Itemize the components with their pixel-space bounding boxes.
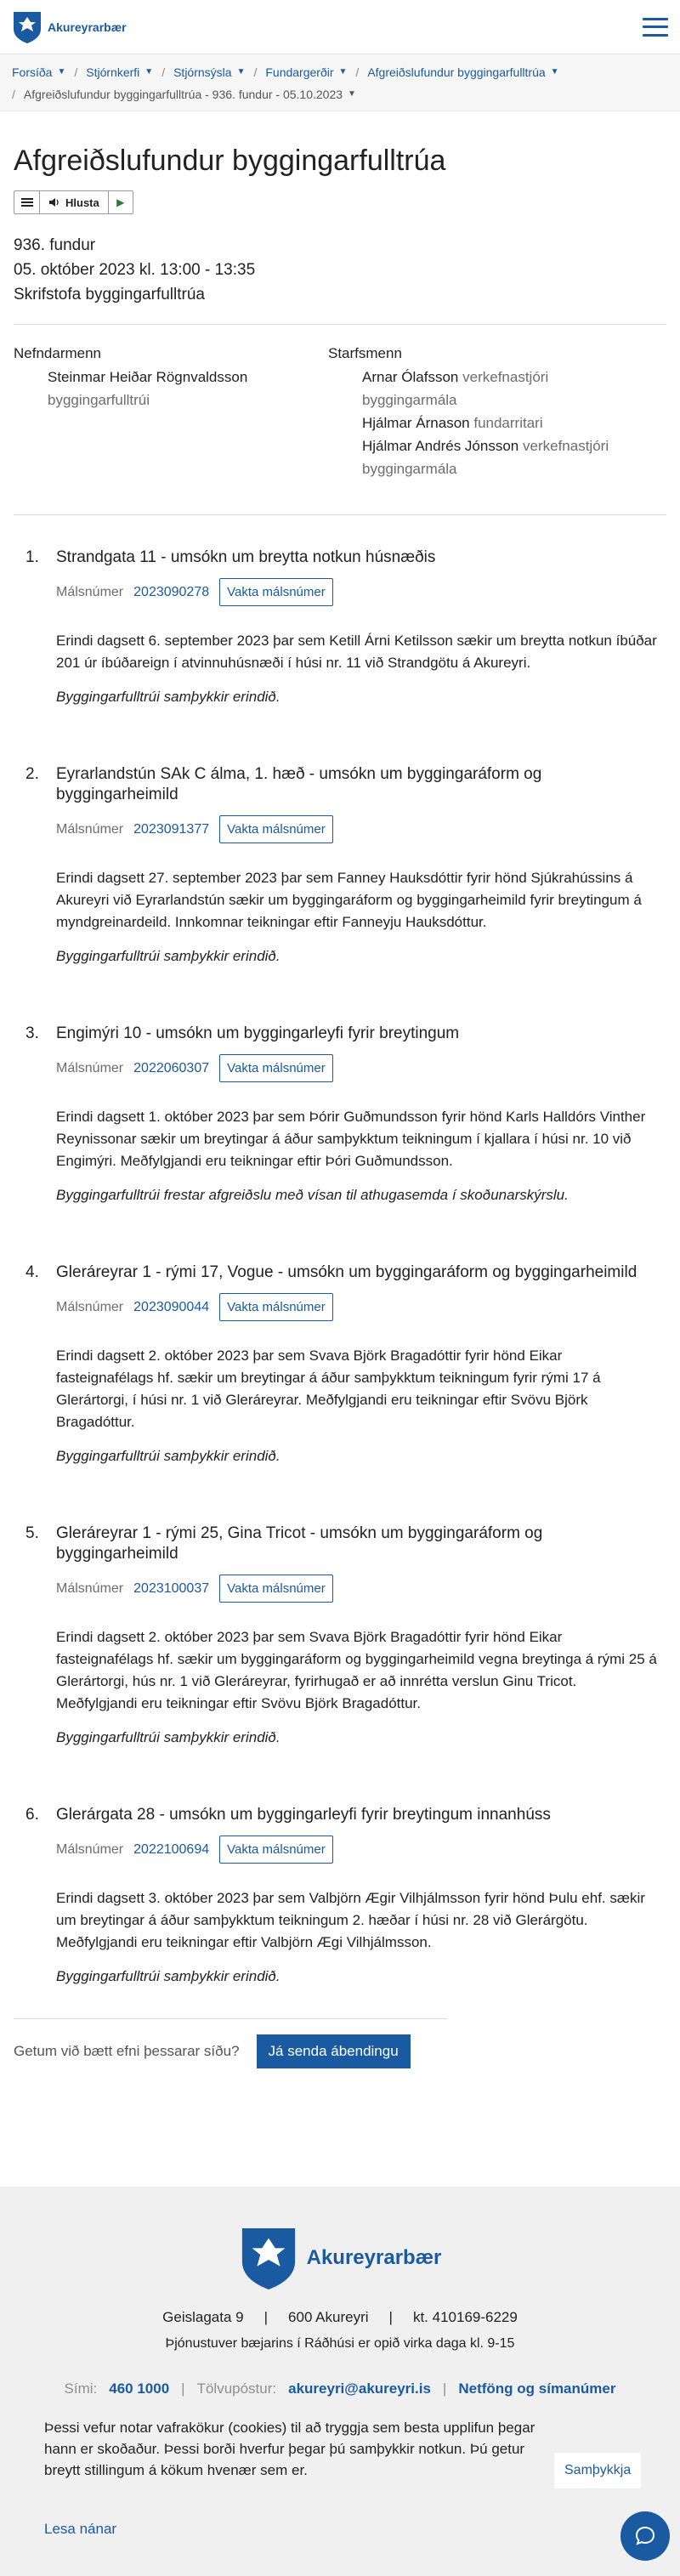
case-number-link[interactable]: 2022100694 bbox=[133, 1841, 210, 1857]
chat-bubble-icon[interactable] bbox=[620, 2511, 670, 2561]
feedback-bar bbox=[14, 2018, 447, 2084]
committee-column bbox=[14, 343, 328, 480]
email-label: Tölvupóstur: bbox=[196, 2380, 277, 2397]
chevron-down-icon: ▼ bbox=[348, 89, 356, 99]
watch-case-button[interactable]: Vakta málsnúmer bbox=[219, 1575, 333, 1603]
listen-menu-button[interactable] bbox=[14, 191, 40, 213]
watch-case-button[interactable]: Vakta málsnúmer bbox=[219, 1293, 333, 1321]
agenda-item-description: Erindi dagsett 1. október 2023 þar sem Þórir Guðmundsson fyrir hönd Karls Halldórs Vinther Reynissonar sækir um breytingar á áður samþykktum teikningum í kjallara í húsi nr. 10 við Engimýri. Meðfylgjandi eru teikningar eftir Þóri Guðmundsson. bbox=[56, 1109, 646, 1169]
speaker-icon bbox=[48, 197, 60, 207]
agenda-item-description: Erindi dagsett 3. október 2023 þar sem Valbjörn Ægir Vilhjálmsson fyrir hönd Þulu ehf. sækir um breytingar á áður samþykktum teikningum 2. hæðar í húsi nr. 28 við Glerárgötu. Meðfylgjandi eru teikningar eftir Valbjörn Ægi Vilhjálmsson. bbox=[56, 1890, 645, 1950]
staff-member: Hjálmar Árnason fundarritari bbox=[362, 415, 543, 431]
meeting-info bbox=[14, 233, 666, 307]
email-link[interactable]: akureyri@akureyri.is bbox=[288, 2380, 431, 2397]
case-number-link[interactable]: 2023090278 bbox=[133, 584, 210, 599]
case-number-link[interactable]: 2022060307 bbox=[133, 1060, 210, 1075]
play-icon[interactable]: ▶ bbox=[116, 196, 125, 208]
listen-toolbar bbox=[14, 190, 133, 214]
send-feedback-button[interactable]: Já senda ábendingu bbox=[257, 2034, 411, 2068]
agenda-item-number: 3. bbox=[26, 1024, 39, 1042]
agenda-item-title: Engimýri 10 - umsókn um byggingarleyfi fyrir breytingum bbox=[56, 1024, 460, 1042]
attendees bbox=[14, 325, 666, 514]
case-number-link[interactable]: 2023091377 bbox=[133, 821, 210, 837]
meeting-time: 05. október 2023 kl. 13:00 - 13:35 bbox=[14, 261, 256, 279]
breadcrumb-item-afgreidslufundur[interactable]: Afgreiðslufundur byggingarfulltrúa ▼ bbox=[367, 63, 558, 82]
cookie-text: Þessi vefur notar vafrakökur (cookies) til að tryggja sem besta upplifun þegar hann er skoðaður. Þessi borði hverfur þegar þú samþykkir notkun. Þú getur breytt stillingum á kökum hvenær sem er. bbox=[44, 2420, 536, 2478]
breadcrumb-item-stjornkerfi[interactable]: Stjórnkerfi ▼ bbox=[86, 63, 153, 82]
site-name: Akureyrarbær bbox=[48, 20, 127, 34]
page-title: Afgreiðslufundur byggingarfulltrúa bbox=[14, 145, 446, 177]
agenda-list bbox=[14, 515, 666, 1988]
case-number-link[interactable]: 2023090044 bbox=[133, 1299, 210, 1314]
listen-button[interactable]: Hlusta bbox=[40, 191, 109, 213]
watch-case-button[interactable]: Vakta málsnúmer bbox=[219, 1836, 333, 1864]
agenda-item-title: Strandgata 11 - umsókn um breytta notkun húsnæðis bbox=[56, 548, 436, 566]
shield-logo-icon bbox=[12, 10, 42, 44]
breadcrumb: Forsíða ▼ / Stjórnkerfi ▼ / Stjórnsýsla ▼ / Fundargerðir ▼ / Afgreiðslufundur byggingarfulltrúa ▼ / Afgreiðslufundur byggingarfulltrúa - 936. fundur - 05.10.2023 ▼ bbox=[0, 54, 680, 111]
agenda-item-number: 6. bbox=[26, 1806, 39, 1824]
breadcrumb-item-forsida[interactable]: Forsíða ▼ bbox=[12, 63, 65, 82]
phone-link[interactable]: 460 1000 bbox=[109, 2380, 170, 2397]
case-label: Málsnúmer bbox=[56, 1299, 124, 1314]
watch-case-button[interactable]: Vakta málsnúmer bbox=[219, 1054, 333, 1082]
phone-label: Sími: bbox=[64, 2380, 98, 2397]
feedback-question: Getum við bætt efni þessarar síðu? bbox=[14, 2043, 240, 2059]
footer-hours: Þjónustuver bæjarins í Ráðhúsi er opið virka daga kl. 9-15 bbox=[165, 2336, 515, 2351]
agenda-item-decision: Byggingarfulltrúi samþykkir erindið. bbox=[56, 689, 280, 705]
staff-column bbox=[328, 343, 643, 480]
chevron-down-icon: ▼ bbox=[338, 67, 348, 77]
cookie-read-more-link[interactable]: Lesa nánar bbox=[44, 2521, 117, 2537]
agenda-item-title: Glerárgata 28 - umsókn um byggingarleyfi fyrir breytingum innanhúss bbox=[56, 1806, 551, 1824]
agenda-item-description: Erindi dagsett 27. september 2023 þar sem Fanney Hauksdóttir fyrir hönd Sjúkrahússins á Akureyri við Eyrarlandstún sækir um byggingaráform og byggingarheimild fyrir breytingum á myndgreinardeild. Innkomnar teikningar eftir Fanneyju Hauksdóttur. bbox=[56, 870, 642, 930]
case-number-link[interactable]: 2023100037 bbox=[133, 1580, 210, 1596]
footer-brand: Akureyrarbær bbox=[306, 2246, 442, 2269]
agenda-item-description: Erindi dagsett 2. október 2023 þar sem Svava Björk Bragadóttir fyrir hönd Eikar fasteignafélags hf. sækir um byggingaráform og byggingarheimild vegna breytinga á rými 25 á Glerártorgi, hús nr. 1 við Gleráreyrar, fyrirhugað er að innrétta verslun Ginu Tricot. Meðfylgjandi eru teikningar eftir Svövu Björk Bragadóttur. bbox=[56, 1629, 657, 1711]
case-label: Málsnúmer bbox=[56, 1580, 124, 1596]
chevron-down-icon: ▼ bbox=[144, 67, 154, 77]
agenda-item-decision: Byggingarfulltrúi frestar afgreiðslu með vísan til athugasemda í skoðunarskýrslu. bbox=[56, 1187, 569, 1203]
breadcrumb-current[interactable]: Afgreiðslufundur byggingarfulltrúa - 936. fundur - 05.10.2023 ▼ bbox=[24, 85, 356, 104]
agenda-item bbox=[14, 747, 666, 967]
chevron-down-icon: ▼ bbox=[550, 67, 559, 77]
menu-icon bbox=[21, 198, 33, 207]
agenda-item-decision: Byggingarfulltrúi samþykkir erindið. bbox=[56, 1968, 280, 1984]
agenda-item-title: Eyrarlandstún SAk C álma, 1. hæð - umsókn um byggingaráform og byggingarheimild bbox=[56, 765, 542, 803]
committee-member: Steinmar Heiðar Rögnvaldsson byggingarfulltrúi bbox=[48, 369, 248, 408]
watch-case-button[interactable]: Vakta málsnúmer bbox=[219, 815, 333, 843]
meeting-location: Skrifstofa byggingarfulltrúa bbox=[14, 286, 205, 304]
agenda-item-number: 2. bbox=[26, 765, 39, 783]
case-label: Málsnúmer bbox=[56, 1060, 124, 1075]
agenda-item bbox=[14, 531, 666, 708]
footer-logo[interactable] bbox=[0, 2224, 680, 2292]
agenda-item bbox=[14, 1245, 666, 1467]
case-label: Málsnúmer bbox=[56, 1841, 124, 1857]
agenda-item bbox=[14, 1007, 666, 1206]
site-header bbox=[0, 0, 680, 54]
case-label: Málsnúmer bbox=[56, 821, 124, 837]
agenda-item-number: 4. bbox=[26, 1263, 39, 1281]
agenda-item bbox=[14, 1506, 666, 1749]
agenda-item-title: Gleráreyrar 1 - rými 17, Vogue - umsókn um byggingaráform og byggingarheimild bbox=[56, 1263, 638, 1281]
meeting-number: 936. fundur bbox=[14, 236, 96, 254]
agenda-item bbox=[14, 1788, 666, 1988]
chevron-down-icon: ▼ bbox=[57, 67, 66, 77]
breadcrumb-item-fundargerdir[interactable]: Fundargerðir ▼ bbox=[265, 63, 347, 82]
agenda-item-decision: Byggingarfulltrúi samþykkir erindið. bbox=[56, 1448, 280, 1464]
agenda-item-decision: Byggingarfulltrúi samþykkir erindið. bbox=[56, 948, 280, 964]
staff-heading: Starfsmenn bbox=[328, 345, 402, 361]
agenda-item-description: Erindi dagsett 6. september 2023 þar sem Ketill Árni Ketilsson sækir um breytta notkun íbúðar 201 úr íbúðareign í atvinnuhúsnæði í húsi nr. 11 við Strandgötu á Akureyri. bbox=[56, 633, 657, 671]
site-logo[interactable] bbox=[12, 10, 127, 44]
main-content bbox=[0, 145, 680, 2084]
footer-contacts: Sími: 460 1000 | Tölvupóstur: akureyri@akureyri.is | Netföng og símanúmer bbox=[64, 2380, 616, 2397]
staff-member: Arnar Ólafsson verkefnastjóri byggingarmála bbox=[362, 369, 549, 408]
breadcrumb-item-stjornsysla[interactable]: Stjórnsýsla ▼ bbox=[173, 63, 245, 82]
watch-case-button[interactable]: Vakta málsnúmer bbox=[219, 578, 333, 606]
shield-logo-icon bbox=[239, 2224, 298, 2292]
agenda-item-decision: Byggingarfulltrúi samþykkir erindið. bbox=[56, 1729, 280, 1745]
footer-address: Geislagata 9 | 600 Akureyri | kt. 410169-6229 bbox=[162, 2309, 518, 2325]
agenda-item-title: Gleráreyrar 1 - rými 25, Gina Tricot - umsókn um byggingaráform og byggingarheimild bbox=[56, 1524, 543, 1563]
agenda-item-description: Erindi dagsett 2. október 2023 þar sem Svava Björk Bragadóttir fyrir hönd Eikar fasteignafélags hf. sækir um breytingar á áður samþykktum teikningum fyrir rými 17 á Glerártorgi, í húsi nr. 1 við Gleráreyrar. Meðfylgjandi eru teikningar eftir Svövu Björk Bragadóttur. bbox=[56, 1348, 601, 1430]
cookie-banner bbox=[17, 2410, 663, 2576]
case-label: Málsnúmer bbox=[56, 584, 124, 599]
staff-member: Hjálmar Andrés Jónsson verkefnastjóri byggingarmála bbox=[362, 438, 609, 477]
agenda-item-number: 5. bbox=[26, 1524, 39, 1542]
committee-heading: Nefndarmenn bbox=[14, 345, 102, 361]
cookie-accept-button[interactable]: Samþykkja bbox=[554, 2453, 641, 2488]
directory-link[interactable]: Netföng og símanúmer bbox=[458, 2380, 616, 2397]
chevron-down-icon: ▼ bbox=[236, 67, 246, 77]
hamburger-menu-icon[interactable] bbox=[643, 18, 668, 37]
agenda-item-number: 1. bbox=[26, 548, 39, 566]
